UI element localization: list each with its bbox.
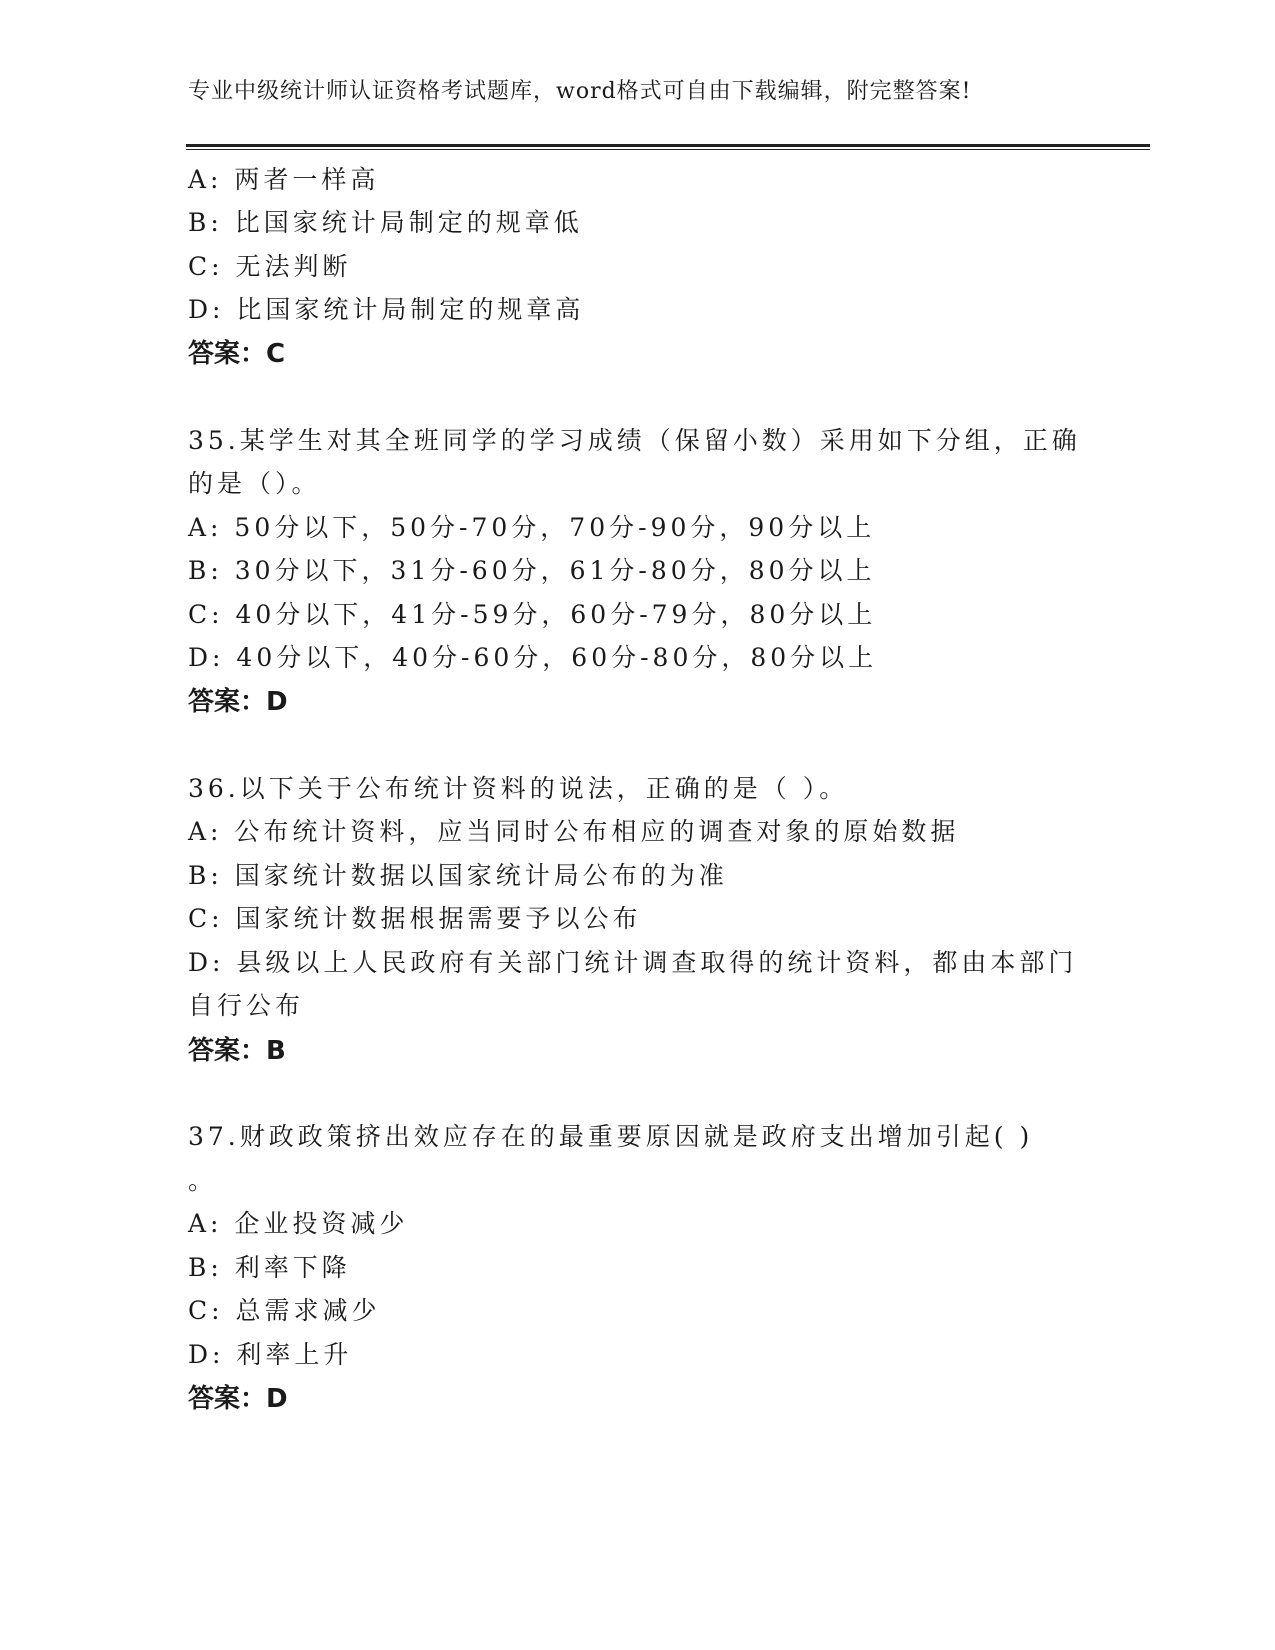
q36-option-d: D: 县级以上人民政府有关部门统计调查取得的统计资料，都由本部门: [188, 948, 1078, 977]
q36-option-c: C: 国家统计数据根据需要予以公布: [188, 904, 642, 933]
q36-stem-line1: 36.以下关于公布统计资料的说法，正确的是（ ）。: [188, 774, 849, 803]
q35-option-a: A: 50分以下，50分-70分，70分-90分，90分以上: [188, 513, 876, 542]
q37-stem-line2: 。: [188, 1166, 218, 1195]
q34-option-b: B: 比国家统计局制定的规章低: [188, 208, 583, 237]
q34-option-d: D: 比国家统计局制定的规章高: [188, 295, 585, 324]
q35-answer: 答案：D: [188, 687, 288, 717]
q35-option-b: B: 30分以下，31分-60分，61分-80分，80分以上: [188, 556, 876, 585]
header-divider-thin: [186, 149, 1150, 150]
page-header: 专业中级统计师认证资格考试题库，word格式可自由下载编辑，附完整答案!: [188, 79, 972, 104]
q37-option-d: D: 利率上升: [188, 1340, 353, 1369]
q37-option-c: C: 总需求减少: [188, 1296, 381, 1325]
q35-option-d: D: 40分以下，40分-60分，60分-80分，80分以上: [188, 643, 878, 672]
q37-option-a: A: 企业投资减少: [188, 1209, 409, 1238]
q34-option-a: A: 两者一样高: [188, 165, 380, 194]
header-divider-thick: [186, 144, 1150, 147]
q35-option-c: C: 40分以下，41分-59分，60分-79分，80分以上: [188, 600, 877, 629]
q37-answer: 答案：D: [188, 1384, 288, 1414]
q34-option-c: C: 无法判断: [188, 252, 352, 281]
q34-answer: 答案：C: [188, 339, 286, 369]
q36-option-a: A: 公布统计资料，应当同时公布相应的调查对象的原始数据: [188, 817, 960, 846]
q36-answer: 答案：B: [188, 1036, 286, 1066]
q37-stem-line1: 37.财政政策挤出效应存在的最重要原因就是政府支出增加引起( ): [188, 1122, 1034, 1151]
q37-option-b: B: 利率下降: [188, 1253, 351, 1282]
q35-stem-line1: 35.某学生对其全班同学的学习成绩（保留小数）采用如下分组，正确: [188, 426, 1081, 455]
q35-stem-line2: 的是（）。: [188, 469, 321, 498]
q36-option-d-continued: 自行公布: [188, 991, 305, 1020]
q36-option-b: B: 国家统计数据以国家统计局公布的为准: [188, 861, 728, 890]
